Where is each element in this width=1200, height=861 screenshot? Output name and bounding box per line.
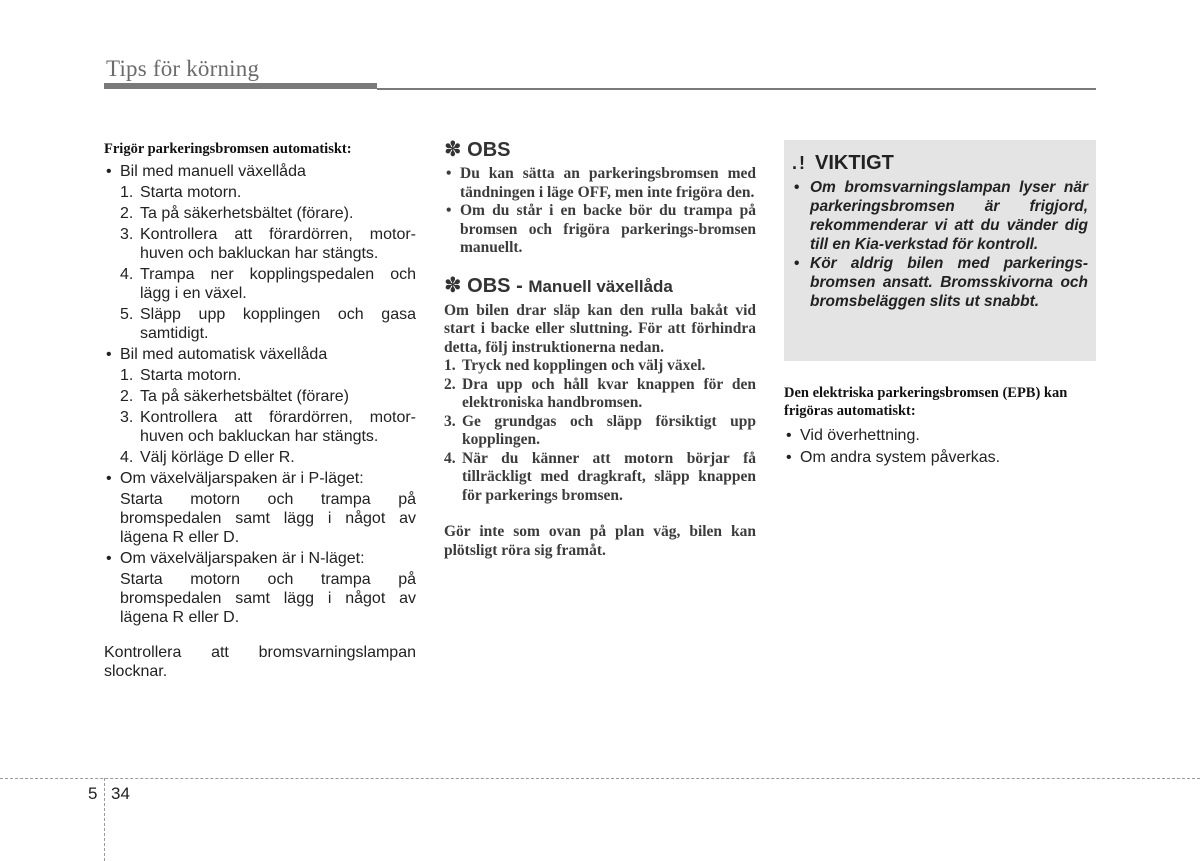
bullet-p-position: • Om växelväljarspaken är i P-läget: (104, 469, 416, 488)
obs-manual-intro: Om bilen drar släp kan den rulla bakåt vid start i backe eller sluttning. För att förhindra detta, följ instruktionerna nedan. (444, 301, 756, 356)
obs-manual-heading: ✽ OBS - Manuell växellåda (444, 273, 673, 297)
column-middle (444, 138, 756, 560)
chapter-number: 5 (88, 784, 98, 803)
warning-icon: .! (792, 153, 807, 173)
column-left (104, 140, 416, 681)
warning-item: • Om bromsvarningslampan lyser när parkeringsbromsen är frigjord, rekommenderar vi att du vänder dig till en Kia-verkstad för kontroll. (794, 178, 1088, 254)
footer-divider (0, 778, 1200, 779)
epb-section (784, 384, 1096, 469)
warning-item: • Kör aldrig bilen med parkerings-bromsen ansatt. Bromsskivorna och bromsbeläggen slits ut snabbt. (794, 254, 1088, 311)
obs-heading: ✽ OBS (444, 138, 511, 161)
list-item: 1. Starta motorn. (120, 184, 242, 201)
list-item: 2. Dra upp och håll kvar knappen för den elektroniska handbromsen. (444, 375, 756, 411)
obs-manual-final: Gör inte som ovan på plan väg, bilen kan plötsligt röra sig framåt. (444, 523, 756, 559)
bullet-automatic-gearbox: • Bil med automatisk växellåda (104, 345, 416, 364)
footer-vertical-divider (104, 778, 105, 861)
obs-item: • Du kan sätta an parkeringsbromsen med tändningen i läge OFF, men inte frigöra den. (444, 165, 756, 202)
list-item: 4. När du känner att motorn börjar få tillräckligt med dragkraft, släpp knappen för parkerings bromsen. (444, 449, 756, 504)
page-number: 34 (111, 784, 130, 803)
list-item: 2. Ta på säkerhetsbältet (förare). (120, 205, 354, 222)
header-rule-thin (377, 88, 1096, 90)
list-item: • Vid överhettning. (784, 426, 1096, 445)
list-item: 3. Ge grundgas och släpp försiktigt upp kopplingen. (444, 412, 756, 448)
list-item: 1. Tryck ned kopplingen och välj växel. (444, 357, 706, 374)
n-position-text: Starta motorn och trampa på bromspedalen samt lägg i något av lägena R eller D. (120, 571, 416, 626)
warning-heading: .! VIKTIGT (792, 152, 894, 174)
header-rule-thick (104, 83, 377, 89)
bullet-manual-gearbox: • Bil med manuell växellåda (104, 162, 416, 181)
page-header-title: Tips för körning (106, 56, 260, 81)
asterisk-icon: ✽ (444, 273, 462, 297)
list-item: 4. Trampa ner kopplingspedalen och lägg i en växel. (120, 266, 416, 302)
p-position-text: Starta motorn och trampa på bromspedalen samt lägg i något av lägena R eller D. (120, 491, 416, 546)
list-item: 4. Välj körläge D eller R. (120, 449, 295, 466)
asterisk-icon: ✽ (444, 138, 462, 161)
closing-note: Kontrollera att bromsvarningslampan slocknar. (104, 644, 416, 680)
list-item: 5. Släpp upp kopplingen och gasa samtidigt. (120, 306, 416, 342)
section-heading: Frigör parkeringsbromsen automatiskt: (104, 141, 352, 157)
list-item: 3. Kontrollera att förardörren, motor-huven och bakluckan har stängts. (120, 226, 416, 262)
bullet-n-position: • Om växelväljarspaken är i N-läget: (104, 549, 416, 568)
list-item: 2. Ta på säkerhetsbältet (förare) (120, 388, 349, 405)
warning-box (784, 140, 1096, 361)
list-item: 1. Starta motorn. (120, 367, 242, 384)
epb-heading: Den elektriska parkeringsbromsen (EPB) kan frigöras automatiskt: (784, 385, 1068, 419)
obs-item: • Om du står i en backe bör du trampa på bromsen och frigöra parkerings-bromsen manuellt. (444, 202, 756, 258)
list-item: • Om andra system påverkas. (784, 448, 1096, 467)
list-item: 3. Kontrollera att förardörren, motor-huven och bakluckan har stängts. (120, 409, 416, 445)
